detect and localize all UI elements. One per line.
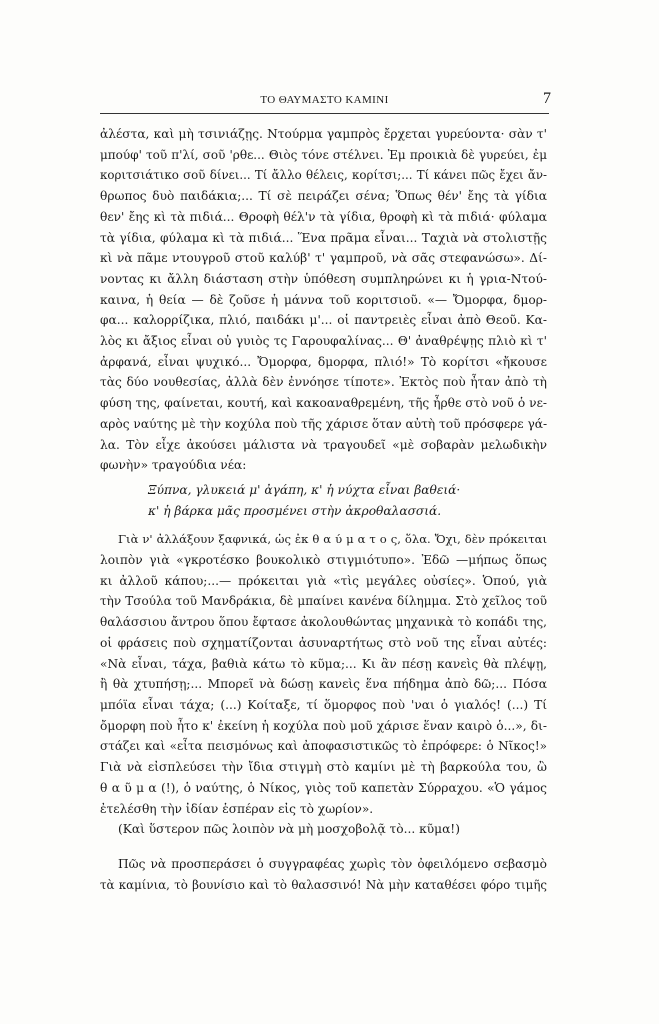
text-line: λα. Τὸν εἶχε ἀκούσει μάλιστα νὰ τραγουδεῖ «μὲ σοβαρὰν μελωδικὴν xyxy=(100,437,547,452)
text-line: τὴν Τσούλα τοῦ Μανδράκια, δὲ μπαίνει κανένα δίλημμα. Στὸ χεῖλος τοῦ xyxy=(100,594,547,609)
text-line: φύση της, φαίνεται, κουτή, καὶ κακοαναθρεμένη, τῆς ἦρθε στὸ νοῦ ὁ νε- xyxy=(100,396,547,411)
text-line: λὸς κι ἄξιος εἶναι οὐ γυιὸς τς Γαρουφαλίνας... Θ' ἀναθρέψῃς πλιὸ κὶ τ' xyxy=(100,334,547,349)
text-line: κὶ νὰ πᾶμε ντουγροῦ στοῦ καλύβ' τ' γαμπροῦ, νὰ σᾶς στεφανώσω». Δί- xyxy=(100,251,547,266)
text-line: Γιὰ ν' ἀλλάξουν ξαφνικά, ὡς ἐκ θ α ύ μ α τ ο ς, ὅλα. Ὄχι, δὲν πρόκειται xyxy=(118,532,547,547)
text-line: μπόϊα εἶναι τάχα; (...) Κοίταξε, τί ὅμορφος ποὺ 'ναι ὁ γιαλός! (...) Τί xyxy=(100,697,547,712)
header-rule xyxy=(100,113,549,114)
text-line: κοριτσιάτικο σοῦ δίνει... Τί ἄλλο θέλεις, κορίτσι;... Τί κάνει πῶς ἔχει ἄν- xyxy=(100,168,547,183)
text-line: αρὸς ναύτης μὲ τὴν κοχύλα ποὺ τῆς χάρισε ὅταν αὐτὴ τοῦ πρόσφερε γά- xyxy=(100,416,548,431)
text-line: Πῶς νὰ προσπεράσει ὁ συγγραφέας χωρὶς τὸν ὀφειλόμενο σεβασμὸ xyxy=(118,856,547,871)
text-line: ἀρφανά, εἶναι ψυχικό... Ὄμορφα, δμορφα, πλιό!» Τὸ κορίτσι «ἤκουσε xyxy=(100,354,547,369)
text-line: «Νὰ εἶναι, τάχα, βαθιὰ κάτω τὸ κῦμα;... Κι ἂν πέσῃ κανεὶς θὰ πλέψῃ, xyxy=(100,656,547,671)
verse-line: κ' ἡ βάρκα μᾶς προσμένει στὴν ἀκροθαλασσιά. xyxy=(148,503,442,518)
text-line: φωνὴν» τραγούδια νέα: xyxy=(100,458,247,473)
text-line: (Καὶ ὕστερον πῶς λοιπὸν νὰ μὴ μοσχοβολᾷ τὸ... κῦμα!) xyxy=(118,822,460,837)
text-line: στάζει καὶ «εἶτα πεισμόνως καὶ ἀποφασιστικῶς τὸ ἐπρόφερε: ὁ Νῖκος!» xyxy=(100,739,547,754)
verse-quote xyxy=(100,480,547,521)
text-line: θαλάσσιου ἄντρου ὅπου ἔφτασε ἀκολουθώντας μηχανικὰ τὸ κοπάδι της, xyxy=(100,615,547,630)
running-title: ΤΟ ΘΑΥΜΑΣΤΟ ΚΑΜΙΝΙ xyxy=(260,94,389,106)
page-header xyxy=(100,90,549,114)
paragraph-1 xyxy=(100,124,547,476)
text-line: τὰ καμίνια, τὸ βουνίσιο καὶ τὸ θαλασσινό! Νὰ μὴν καταθέσει φόρο τιμῆς xyxy=(100,877,547,892)
text-line: νοντας κι ἄλλη διάσταση στὴν ὑπόθεση συμπληρώνει κι ἡ γρια-Ντού- xyxy=(100,271,547,286)
paragraph-2 xyxy=(100,529,547,840)
text-line: καινα, ἡ θεία — δὲ ζοῦσε ἡ μάννα τοῦ κοριτσιοῦ. «— Ὄμορφα, δμορ- xyxy=(100,292,547,307)
text-line: ἢ θὰ χτυπήσῃ;... Μπορεῖ νὰ δώσῃ κανεὶς ἕνα πήδημα ἀπὸ δῶ;... Πόσα xyxy=(100,677,547,692)
text-line: θ α ῦ μ α (!), ὁ ναύτης, ὁ Νίκος, γιὸς τοῦ καπετὰν Σύρραχου. «Ὁ γάμος xyxy=(100,780,547,795)
text-line: ἀλέστα, καὶ μὴ τσινιάζῃς. Ντούρμα γαμπρὸς ἔρχεται γυρεύοντα· σὰν τ' xyxy=(100,127,547,141)
text-line: λοιπὸν γιὰ «γκροτέσκο βουκολικὸ στιγμιότυπο». Ἐδῶ —μήπως ὅπως xyxy=(100,553,547,568)
text-line: μπούφ' τοῦ π'λί, σοῦ 'ρθε... Θιὸς τόνε στέλνει. Ἐμ προικιὰ δὲ γυρεύει, ἐμ xyxy=(100,147,547,162)
verse-line: Ξύπνα, γλυκειά μ' ἀγάπη, κ' ἡ νύχτα εἶναι βαθειά· xyxy=(148,482,461,497)
text-line: θεν' ἔης κὶ τὰ πιδιά... Θροφὴ θέλ'ν τὰ γίδια, θροφὴ κὶ τὰ πιδιά· φύλαμα xyxy=(100,209,547,224)
text-line: τὰ γίδια, φύλαμα κὶ τὰ πιδιά... Ἕνα πρᾶμα εἶναι... Ταχιὰ νὰ στολιστῇς xyxy=(100,230,547,245)
text-line: κι ἀλλοῦ κάπου;...— πρόκειται γιὰ «τὶς μεγάλες οὐσίες». Ὁπού, γιὰ xyxy=(100,573,547,588)
text-line: Γιὰ νὰ εἰσπλεύσει τὴν ἴδια στιγμὴ στὸ καμίνι μὲ τὴ βαρκούλα του, ὢ xyxy=(100,760,547,775)
text-line: ὄμορφη ποὺ ἦτο κ' ἐκείνη ἡ κοχύλα ποὺ μοῦ χάρισε ἕναν καιρὸ ὁ...», δι- xyxy=(100,718,547,733)
text-line: τὰς δύο νουθεσίας, ἀλλὰ δὲν ἐννόησε τίποτε». Ἐκτὸς ποὺ ἦταν ἀπὸ τὴ xyxy=(100,375,547,390)
body-text xyxy=(100,124,547,895)
paragraph-3 xyxy=(100,854,547,895)
text-line: φα... καλορρίζικα, πλιό, παιδάκι μ'... οἱ παντρειὲς εἶναι ἀπὸ Θεοῦ. Κα- xyxy=(100,313,547,328)
text-line: ἐτελέσθη τὴν ἰδίαν ἑσπέραν εἰς τὸ χωρίον». xyxy=(100,801,374,816)
paragraph-gap xyxy=(100,840,547,854)
text-line: οἱ φράσεις ποὺ σχηματίζονται ἀσυναρτήτως στὸ νοῦ της εἶναι αὐτές: xyxy=(100,635,547,650)
page-number: 7 xyxy=(543,90,551,107)
text-line: θρωπος δυὸ παιδάκια;... Τί σὲ πειράζει σένα; Ὅπως θέν' ἔης τὰ γίδια xyxy=(100,189,547,204)
